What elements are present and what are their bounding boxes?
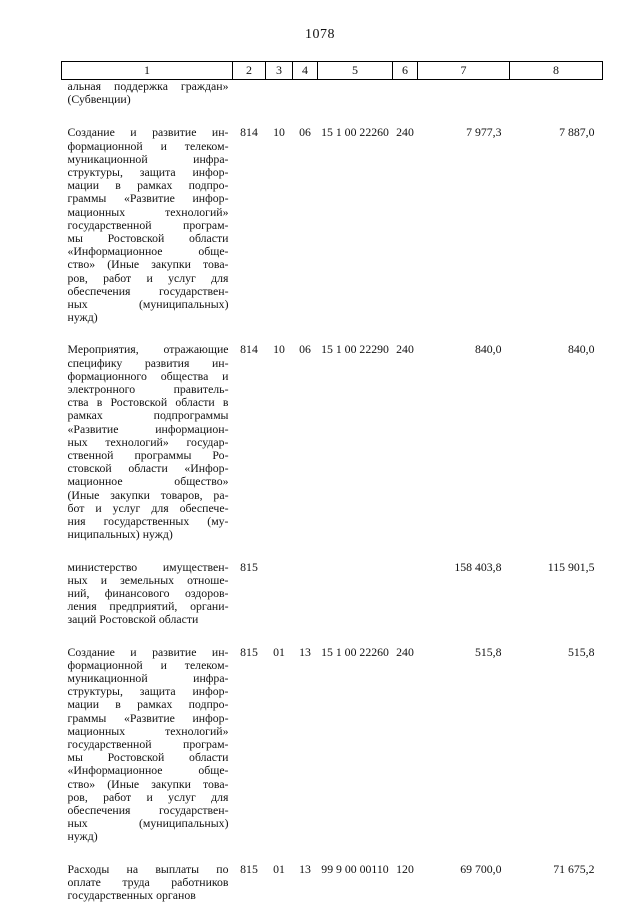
expense-type-code: 120 bbox=[396, 861, 414, 876]
description-line: мации в рамках подпро- bbox=[67, 697, 229, 712]
description-line: формационной и телеком- bbox=[67, 138, 229, 153]
target-article-code bbox=[318, 80, 393, 116]
description-line: ство» (Иные закупки това- bbox=[67, 776, 229, 791]
target-article-code: 99 9 00 00110 bbox=[321, 861, 389, 876]
ministry-code: 815 bbox=[240, 861, 258, 876]
expense-type-code bbox=[393, 80, 418, 116]
section-code: 01 bbox=[273, 861, 285, 876]
column-number: 1 bbox=[62, 62, 233, 80]
description-line: муникационной инфра- bbox=[67, 670, 229, 685]
row-description bbox=[62, 115, 233, 332]
description-line: ния государственных (му- bbox=[67, 514, 229, 529]
subsection-code: 13 bbox=[299, 644, 311, 659]
amount-year-2: 7 887,0 bbox=[559, 125, 595, 140]
expense-type-code: 240 bbox=[396, 644, 414, 659]
column-number: 5 bbox=[318, 62, 393, 80]
description-line: нужд) bbox=[67, 829, 98, 844]
page-number: 1078 bbox=[305, 27, 335, 42]
column-number: 6 bbox=[393, 62, 418, 80]
column-number: 4 bbox=[293, 62, 318, 80]
description-line: заций Ростовской области bbox=[67, 612, 199, 627]
section-code: 10 bbox=[273, 125, 285, 140]
column-number: 8 bbox=[510, 62, 603, 80]
table-row bbox=[62, 852, 603, 910]
amount-year-1: 69 700,0 bbox=[460, 861, 502, 876]
section-code: 10 bbox=[273, 342, 285, 357]
description-line: ственной программы Ро- bbox=[67, 448, 229, 463]
description-line: структуры, защита инфор- bbox=[67, 684, 229, 699]
subsection-code bbox=[293, 550, 318, 635]
description-line: Мероприятия, отражающие bbox=[67, 342, 229, 357]
amount-year-1: 158 403,8 bbox=[454, 559, 502, 574]
description-line: мы Ростовской области bbox=[67, 750, 229, 765]
target-article-code: 15 1 00 22260 bbox=[321, 125, 389, 140]
description-line: формационной и телеком- bbox=[67, 657, 229, 672]
amount-year-2: 71 675,2 bbox=[553, 861, 595, 876]
amount-year-1: 840,0 bbox=[474, 342, 502, 357]
description-line: ных и земельных отноше- bbox=[67, 572, 229, 587]
ministry-code bbox=[233, 80, 266, 116]
description-line: нужд) bbox=[67, 310, 98, 325]
row-description bbox=[62, 852, 233, 910]
description-line: ления предприятий, органи- bbox=[67, 599, 229, 614]
description-line: ства в Ростовской области в bbox=[67, 395, 229, 410]
subsection-code: 13 bbox=[299, 861, 311, 876]
ministry-code: 814 bbox=[240, 342, 258, 357]
subsection-code: 06 bbox=[299, 125, 311, 140]
description-line: формационного общества и bbox=[67, 368, 229, 383]
description-line: ров, работ и услуг для bbox=[67, 270, 229, 285]
description-line: (Иные закупки товаров, ра- bbox=[67, 487, 229, 502]
ministry-code: 815 bbox=[240, 644, 258, 659]
description-line: обеспечения государствен- bbox=[67, 802, 229, 817]
amount-year-1 bbox=[418, 80, 510, 116]
description-line: ных технологий» государ- bbox=[67, 434, 229, 449]
description-line: стовской области «Инфор- bbox=[67, 461, 229, 476]
subsection-code bbox=[293, 80, 318, 116]
description-line: оплате труда работников bbox=[67, 874, 229, 889]
table-row bbox=[62, 332, 603, 549]
description-line: структуры, защита инфор- bbox=[67, 165, 229, 180]
table-row bbox=[62, 80, 603, 116]
description-line: рамках подпрограммы bbox=[67, 408, 229, 423]
budget-table bbox=[61, 61, 603, 910]
column-number: 2 bbox=[233, 62, 266, 80]
column-number-row bbox=[62, 62, 603, 80]
row-description bbox=[62, 550, 233, 635]
description-line: специфику развития ин- bbox=[67, 355, 229, 370]
description-line: государственной програм- bbox=[67, 736, 229, 751]
target-article-code: 15 1 00 22290 bbox=[321, 342, 389, 357]
section-code bbox=[266, 550, 293, 635]
row-description bbox=[62, 80, 233, 116]
description-line: Создание и развитие ин- bbox=[67, 125, 229, 140]
target-article-code bbox=[318, 550, 393, 635]
description-line: мации в рамках подпро- bbox=[67, 178, 229, 193]
table-row bbox=[62, 635, 603, 852]
description-line: электронного правитель- bbox=[67, 382, 229, 397]
section-code bbox=[266, 80, 293, 116]
target-article-code: 15 1 00 22260 bbox=[321, 644, 389, 659]
amount-year-1: 515,8 bbox=[474, 644, 502, 659]
description-line: министерство имуществен- bbox=[67, 559, 229, 574]
description-line: альная поддержка граждан» bbox=[67, 79, 229, 93]
description-line: ных (муниципальных) bbox=[67, 816, 229, 831]
description-line: (Субвенции) bbox=[67, 92, 131, 107]
description-line: ниципальных) нужд) bbox=[67, 527, 173, 542]
amount-year-2: 115 901,5 bbox=[547, 559, 595, 574]
column-number: 7 bbox=[418, 62, 510, 80]
description-line: граммы «Развитие инфор- bbox=[67, 191, 229, 206]
table-row bbox=[62, 115, 603, 332]
description-line: Создание и развитие ин- bbox=[67, 644, 229, 659]
amount-year-2: 840,0 bbox=[567, 342, 595, 357]
amount-year-2 bbox=[510, 80, 603, 116]
subsection-code: 06 bbox=[299, 342, 311, 357]
table-row bbox=[62, 550, 603, 635]
ministry-code: 814 bbox=[240, 125, 258, 140]
column-number: 3 bbox=[266, 62, 293, 80]
expense-type-code: 240 bbox=[396, 125, 414, 140]
expense-type-code bbox=[393, 550, 418, 635]
description-line: ных (муниципальных) bbox=[67, 297, 229, 312]
description-line: ство» (Иные закупки това- bbox=[67, 257, 229, 272]
description-line: бот и услуг для обеспече- bbox=[67, 500, 229, 515]
description-line: государственной програм- bbox=[67, 217, 229, 232]
expense-type-code: 240 bbox=[396, 342, 414, 357]
description-line: «Информационное обще- bbox=[67, 763, 229, 778]
amount-year-1: 7 977,3 bbox=[466, 125, 502, 140]
description-line: муникационной инфра- bbox=[67, 151, 229, 166]
amount-year-2: 515,8 bbox=[567, 644, 595, 659]
description-line: обеспечения государствен- bbox=[67, 283, 229, 298]
description-line: ний, финансового оздоров- bbox=[67, 585, 229, 600]
section-code: 01 bbox=[273, 644, 285, 659]
description-line: Расходы на выплаты по bbox=[67, 861, 229, 876]
row-description bbox=[62, 635, 233, 852]
description-line: мационных технологий» bbox=[67, 204, 229, 219]
description-line: граммы «Развитие инфор- bbox=[67, 710, 229, 725]
description-line: мационное общество» bbox=[67, 474, 229, 489]
ministry-code: 815 bbox=[240, 559, 258, 574]
description-line: мы Ростовской области bbox=[67, 231, 229, 246]
row-description bbox=[62, 332, 233, 549]
description-line: государственных органов bbox=[67, 887, 196, 902]
description-line: ров, работ и услуг для bbox=[67, 789, 229, 804]
description-line: мационных технологий» bbox=[67, 723, 229, 738]
description-line: «Развитие информацион- bbox=[67, 421, 229, 436]
description-line: «Информационное обще- bbox=[67, 244, 229, 259]
